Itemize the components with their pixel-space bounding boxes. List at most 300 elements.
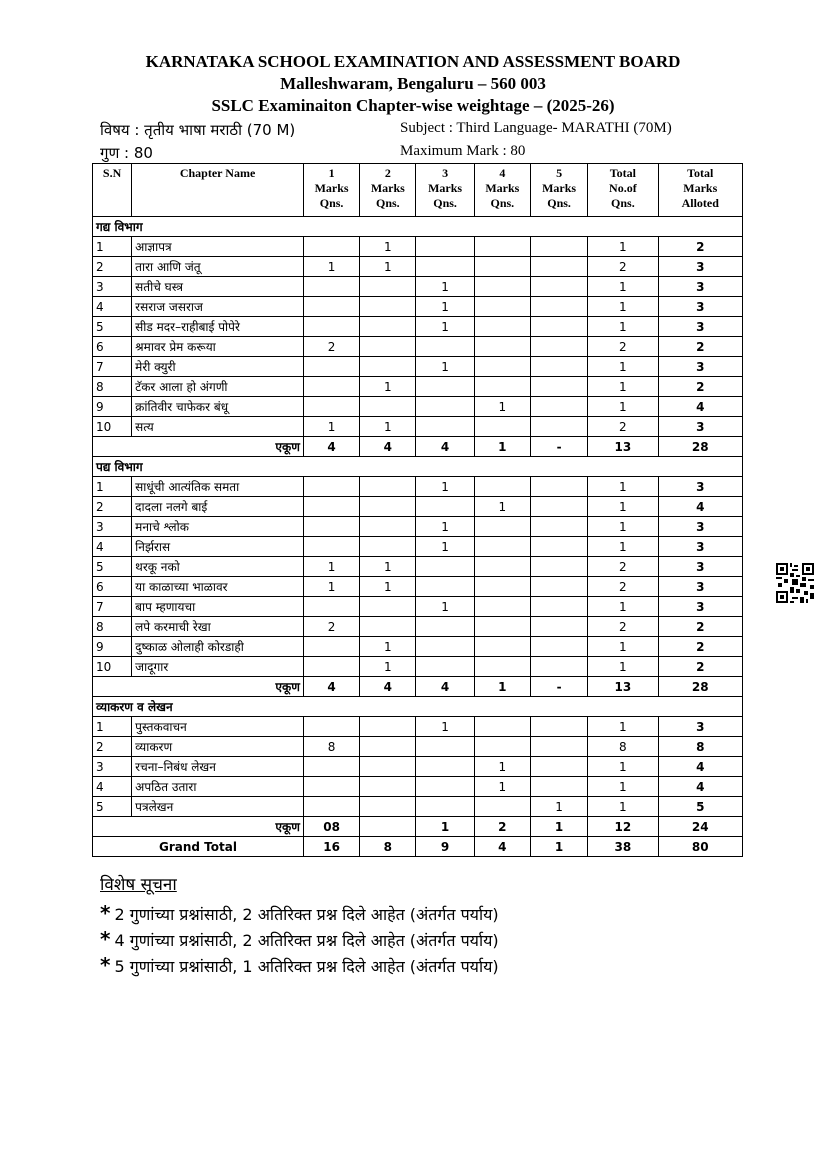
chapter-name: रचना–निबंध लेखन [132, 757, 304, 777]
table-cell [530, 657, 587, 677]
header-total-qns: Total No.of Qns. [588, 164, 658, 217]
qr-code [776, 563, 814, 603]
table-row [93, 797, 743, 817]
section-total-row [93, 677, 743, 697]
table-cell [530, 637, 587, 657]
table-cell: 1 [588, 757, 658, 777]
table-cell: 1 [588, 497, 658, 517]
table-cell: 1 [303, 577, 359, 597]
section-total-cell: 1 [416, 817, 474, 837]
table-cell [360, 537, 416, 557]
table-cell [303, 277, 359, 297]
table-cell [530, 597, 587, 617]
section-total-cell: - [530, 677, 587, 697]
serial-number: 7 [93, 357, 132, 377]
table-row [93, 297, 743, 317]
serial-number: 5 [93, 797, 132, 817]
table-cell [360, 717, 416, 737]
subject-marathi: विषय : तृतीय भाषा मराठी (70 M) [100, 121, 296, 139]
table-cell [474, 357, 530, 377]
table-cell: 1 [588, 357, 658, 377]
table-cell [303, 237, 359, 257]
table-cell [303, 597, 359, 617]
table-cell [303, 397, 359, 417]
table-cell [530, 337, 587, 357]
table-cell [474, 237, 530, 257]
table-row [93, 357, 743, 377]
grand-total-cell: 38 [588, 837, 658, 857]
table-cell: 2 [588, 257, 658, 277]
table-cell [530, 617, 587, 637]
table-cell [303, 317, 359, 337]
table-cell [360, 797, 416, 817]
chapter-name: या काळाच्या भाळावर [132, 577, 304, 597]
table-row [93, 477, 743, 497]
table-cell [530, 377, 587, 397]
table-cell: 1 [360, 637, 416, 657]
table-cell: 2 [588, 557, 658, 577]
table-cell: 1 [588, 517, 658, 537]
table-cell: 1 [588, 717, 658, 737]
table-cell [303, 717, 359, 737]
table-cell [360, 777, 416, 797]
table-cell: 1 [416, 477, 474, 497]
table-row [93, 337, 743, 357]
serial-number: 4 [93, 537, 132, 557]
chapter-name: तारा आणि जंतू [132, 257, 304, 277]
section-header-row [93, 217, 743, 237]
weightage-table [92, 163, 743, 857]
table-cell: 1 [416, 517, 474, 537]
table-cell [474, 477, 530, 497]
table-cell [360, 517, 416, 537]
table-cell: 3 [658, 257, 742, 277]
section-total-cell: 4 [360, 677, 416, 697]
table-cell [416, 237, 474, 257]
table-cell [360, 737, 416, 757]
chapter-name: दुष्काळ ओलाही कोरडाही [132, 637, 304, 657]
serial-number: 10 [93, 657, 132, 677]
table-row [93, 377, 743, 397]
table-cell: 1 [588, 277, 658, 297]
table-cell [303, 637, 359, 657]
header-2-marks: 2 Marks Qns. [360, 164, 416, 217]
serial-number: 8 [93, 377, 132, 397]
table-cell [474, 557, 530, 577]
section-total-label: एकूण [93, 817, 304, 837]
table-cell [530, 777, 587, 797]
table-cell [474, 377, 530, 397]
table-cell: 4 [658, 757, 742, 777]
section-total-cell: 4 [303, 437, 359, 457]
table-cell: 2 [658, 637, 742, 657]
table-cell: 8 [303, 737, 359, 757]
table-cell: 3 [658, 277, 742, 297]
serial-number: 1 [93, 717, 132, 737]
serial-number: 1 [93, 237, 132, 257]
table-cell: 2 [658, 617, 742, 637]
serial-number: 10 [93, 417, 132, 437]
table-row [93, 757, 743, 777]
table-cell: 3 [658, 537, 742, 557]
table-cell [530, 517, 587, 537]
table-cell: 1 [416, 297, 474, 317]
section-total-cell: 4 [303, 677, 359, 697]
chapter-name: रसराज जसराज [132, 297, 304, 317]
table-cell [303, 777, 359, 797]
table-cell [530, 757, 587, 777]
table-cell: 3 [658, 297, 742, 317]
table-cell [303, 477, 359, 497]
table-cell [360, 277, 416, 297]
table-cell: 3 [658, 717, 742, 737]
table-cell: 1 [588, 297, 658, 317]
section-total-label: एकूण [93, 437, 304, 457]
table-cell: 5 [658, 797, 742, 817]
serial-number: 5 [93, 557, 132, 577]
table-cell [360, 357, 416, 377]
table-cell: 1 [416, 277, 474, 297]
chapter-name: अपठित उतारा [132, 777, 304, 797]
table-cell: 2 [658, 337, 742, 357]
serial-number: 3 [93, 757, 132, 777]
table-cell: 2 [658, 237, 742, 257]
chapter-name: सीड मदर–राहीबाई पोपेरे [132, 317, 304, 337]
section-header-row [93, 697, 743, 717]
table-cell [530, 277, 587, 297]
table-row [93, 537, 743, 557]
grand-total-cell: 4 [474, 837, 530, 857]
header-sn: S.N [93, 164, 132, 217]
table-row [93, 397, 743, 417]
table-cell [530, 237, 587, 257]
section-total-row [93, 437, 743, 457]
table-cell [474, 637, 530, 657]
table-row [93, 417, 743, 437]
serial-number: 6 [93, 337, 132, 357]
table-cell [416, 417, 474, 437]
serial-number: 4 [93, 777, 132, 797]
table-cell: 1 [588, 797, 658, 817]
section-title: पद्य विभाग [93, 457, 743, 477]
table-cell [303, 797, 359, 817]
table-cell: 1 [360, 657, 416, 677]
chapter-name: निर्झरास [132, 537, 304, 557]
table-cell [303, 517, 359, 537]
serial-number: 2 [93, 257, 132, 277]
table-cell: 3 [658, 557, 742, 577]
section-total-cell: 4 [360, 437, 416, 457]
table-cell: 2 [303, 337, 359, 357]
table-cell [530, 577, 587, 597]
serial-number: 9 [93, 397, 132, 417]
table-cell [416, 577, 474, 597]
table-cell [530, 297, 587, 317]
table-cell: 1 [303, 417, 359, 437]
table-cell: 1 [416, 537, 474, 557]
table-cell [530, 417, 587, 437]
section-total-cell: 1 [474, 677, 530, 697]
table-cell: 1 [588, 777, 658, 797]
table-cell: 1 [588, 377, 658, 397]
board-title: KARNATAKA SCHOOL EXAMINATION AND ASSESSMENT BOARD [145, 52, 681, 71]
section-header-row [93, 457, 743, 477]
table-cell: 4 [658, 397, 742, 417]
table-cell [474, 597, 530, 617]
serial-number: 7 [93, 597, 132, 617]
table-cell: 3 [658, 357, 742, 377]
note-item: * 2 गुणांच्या प्रश्नांसाठी, 2 अतिरिक्त प्रश्न दिले आहेत (अंतर्गत पर्याय) [100, 901, 499, 925]
section-total-cell: 1 [530, 817, 587, 837]
table-cell [474, 417, 530, 437]
table-row [93, 617, 743, 637]
table-cell: 4 [658, 777, 742, 797]
serial-number: 6 [93, 577, 132, 597]
table-cell [530, 557, 587, 577]
table-cell: 1 [360, 417, 416, 437]
serial-number: 3 [93, 277, 132, 297]
table-cell: 1 [588, 317, 658, 337]
table-cell [416, 657, 474, 677]
table-cell: 1 [530, 797, 587, 817]
table-cell: 3 [658, 577, 742, 597]
table-cell [530, 537, 587, 557]
table-cell: 1 [588, 397, 658, 417]
table-cell [360, 477, 416, 497]
serial-number: 2 [93, 737, 132, 757]
table-cell [360, 597, 416, 617]
table-cell [530, 717, 587, 737]
table-row [93, 657, 743, 677]
table-cell [530, 317, 587, 337]
table-cell [360, 397, 416, 417]
grand-total-cell: 9 [416, 837, 474, 857]
table-cell: 1 [474, 757, 530, 777]
marks-english: Maximum Mark : 80 [400, 143, 526, 159]
table-cell: 1 [588, 537, 658, 557]
note-item: * 4 गुणांच्या प्रश्नांसाठी, 2 अतिरिक्त प्रश्न दिले आहेत (अंतर्गत पर्याय) [100, 927, 499, 951]
table-row [93, 237, 743, 257]
table-cell [416, 257, 474, 277]
table-row [93, 557, 743, 577]
table-cell [474, 797, 530, 817]
table-cell [416, 757, 474, 777]
section-title: व्याकरण व लेखन [93, 697, 743, 717]
table-cell [303, 357, 359, 377]
table-cell: 1 [360, 557, 416, 577]
table-cell [474, 277, 530, 297]
chapter-name: टॅकर आला हो अंगणी [132, 377, 304, 397]
table-cell [416, 397, 474, 417]
table-cell [474, 737, 530, 757]
table-header-row [93, 164, 743, 217]
table-cell [416, 637, 474, 657]
table-cell [474, 297, 530, 317]
section-total-cell: 13 [588, 677, 658, 697]
table-cell: 3 [658, 317, 742, 337]
chapter-name: लपे करमाची रेखा [132, 617, 304, 637]
table-cell: 2 [588, 417, 658, 437]
table-row [93, 777, 743, 797]
chapter-name: सत्य [132, 417, 304, 437]
table-cell [360, 757, 416, 777]
table-body [93, 217, 743, 857]
header-3-marks: 3 Marks Qns. [416, 164, 474, 217]
table-cell: 2 [303, 617, 359, 637]
table-cell [474, 257, 530, 277]
table-cell [530, 497, 587, 517]
serial-number: 9 [93, 637, 132, 657]
table-cell [303, 757, 359, 777]
table-cell [360, 497, 416, 517]
table-cell: 1 [588, 477, 658, 497]
grand-total-label: Grand Total [93, 837, 304, 857]
header-5-marks: 5 Marks Qns. [530, 164, 587, 217]
subject-english: Subject : Third Language- MARATHI (70M) [400, 120, 672, 136]
table-cell: 1 [474, 397, 530, 417]
table-cell [303, 497, 359, 517]
table-row [93, 717, 743, 737]
table-row [93, 497, 743, 517]
chapter-name: सतीचे घस्त्र [132, 277, 304, 297]
chapter-name: श्रमावर प्रेम करूया [132, 337, 304, 357]
table-cell: 1 [303, 257, 359, 277]
section-total-cell: 2 [474, 817, 530, 837]
chapter-name: थरकू नको [132, 557, 304, 577]
table-cell: 8 [658, 737, 742, 757]
table-cell: 1 [416, 317, 474, 337]
table-cell: 3 [658, 597, 742, 617]
table-cell: 2 [658, 377, 742, 397]
serial-number: 8 [93, 617, 132, 637]
table-cell [530, 357, 587, 377]
chapter-name: मेरी क्युरी [132, 357, 304, 377]
serial-number: 4 [93, 297, 132, 317]
table-cell [530, 397, 587, 417]
table-cell [474, 617, 530, 637]
table-cell [474, 657, 530, 677]
serial-number: 1 [93, 477, 132, 497]
table-cell: 1 [588, 657, 658, 677]
table-cell [416, 617, 474, 637]
grand-total-cell: 8 [360, 837, 416, 857]
chapter-name: मनाचे श्लोक [132, 517, 304, 537]
board-address: Malleshwaram, Bengaluru – 560 003 [280, 74, 546, 93]
table-cell [360, 317, 416, 337]
section-total-cell: 24 [658, 817, 742, 837]
table-cell: 2 [588, 617, 658, 637]
table-cell [474, 517, 530, 537]
table-cell [303, 537, 359, 557]
table-cell [530, 477, 587, 497]
table-cell: 1 [474, 497, 530, 517]
section-total-cell: 08 [303, 817, 359, 837]
table-cell [416, 557, 474, 577]
table-cell: 1 [474, 777, 530, 797]
table-cell: 3 [658, 417, 742, 437]
section-total-cell [360, 817, 416, 837]
table-cell: 1 [360, 377, 416, 397]
serial-number: 2 [93, 497, 132, 517]
table-cell: 1 [416, 717, 474, 737]
table-cell [530, 737, 587, 757]
table-cell: 1 [416, 357, 474, 377]
table-row [93, 257, 743, 277]
special-notes [100, 872, 499, 979]
header-total-marks: Total Marks Alloted [658, 164, 742, 217]
table-row [93, 517, 743, 537]
table-cell: 2 [588, 577, 658, 597]
notes-title: विशेष सूचना [100, 875, 177, 895]
table-cell [303, 657, 359, 677]
section-total-cell: 12 [588, 817, 658, 837]
grand-total-row [93, 837, 743, 857]
table-cell [416, 737, 474, 757]
section-total-cell: 4 [416, 677, 474, 697]
serial-number: 5 [93, 317, 132, 337]
table-cell: 1 [588, 237, 658, 257]
chapter-name: साधूंची आत्यंतिक समता [132, 477, 304, 497]
section-total-cell: 28 [658, 677, 742, 697]
table-row [93, 317, 743, 337]
table-cell [474, 317, 530, 337]
table-cell: 2 [658, 657, 742, 677]
table-cell [530, 257, 587, 277]
note-item: * 5 गुणांच्या प्रश्नांसाठी, 1 अतिरिक्त प्रश्न दिले आहेत (अंतर्गत पर्याय) [100, 953, 499, 977]
table-cell: 2 [588, 337, 658, 357]
table-cell [474, 717, 530, 737]
table-cell: 1 [588, 637, 658, 657]
table-cell [303, 297, 359, 317]
table-row [93, 597, 743, 617]
table-cell [360, 617, 416, 637]
chapter-name: बाप म्हणायचा [132, 597, 304, 617]
chapter-name: आज्ञापत्र [132, 237, 304, 257]
table-cell [416, 377, 474, 397]
table-cell [474, 577, 530, 597]
chapter-name: पत्रलेखन [132, 797, 304, 817]
table-cell [416, 777, 474, 797]
section-total-cell: 28 [658, 437, 742, 457]
table-cell: 4 [658, 497, 742, 517]
chapter-name: क्रांतिवीर चाफेकर बंधू [132, 397, 304, 417]
section-title: गद्य विभाग [93, 217, 743, 237]
grand-total-cell: 16 [303, 837, 359, 857]
grand-total-cell: 80 [658, 837, 742, 857]
table-cell: 1 [360, 237, 416, 257]
document-title: SSLC Examinaiton Chapter-wise weightage – (2025-26) [211, 96, 615, 115]
table-row [93, 277, 743, 297]
table-row [93, 737, 743, 757]
section-total-cell: 4 [416, 437, 474, 457]
table-cell [474, 337, 530, 357]
table-cell: 3 [658, 477, 742, 497]
table-row [93, 637, 743, 657]
table-cell [416, 497, 474, 517]
header-chapter-name: Chapter Name [132, 164, 304, 217]
grand-total-cell: 1 [530, 837, 587, 857]
table-cell [416, 797, 474, 817]
table-cell: 8 [588, 737, 658, 757]
table-cell [474, 537, 530, 557]
table-cell [360, 297, 416, 317]
table-cell [303, 377, 359, 397]
header-4-marks: 4 Marks Qns. [474, 164, 530, 217]
table-cell [360, 337, 416, 357]
section-total-row [93, 817, 743, 837]
chapter-name: पुस्तकवाचन [132, 717, 304, 737]
section-total-cell: 13 [588, 437, 658, 457]
